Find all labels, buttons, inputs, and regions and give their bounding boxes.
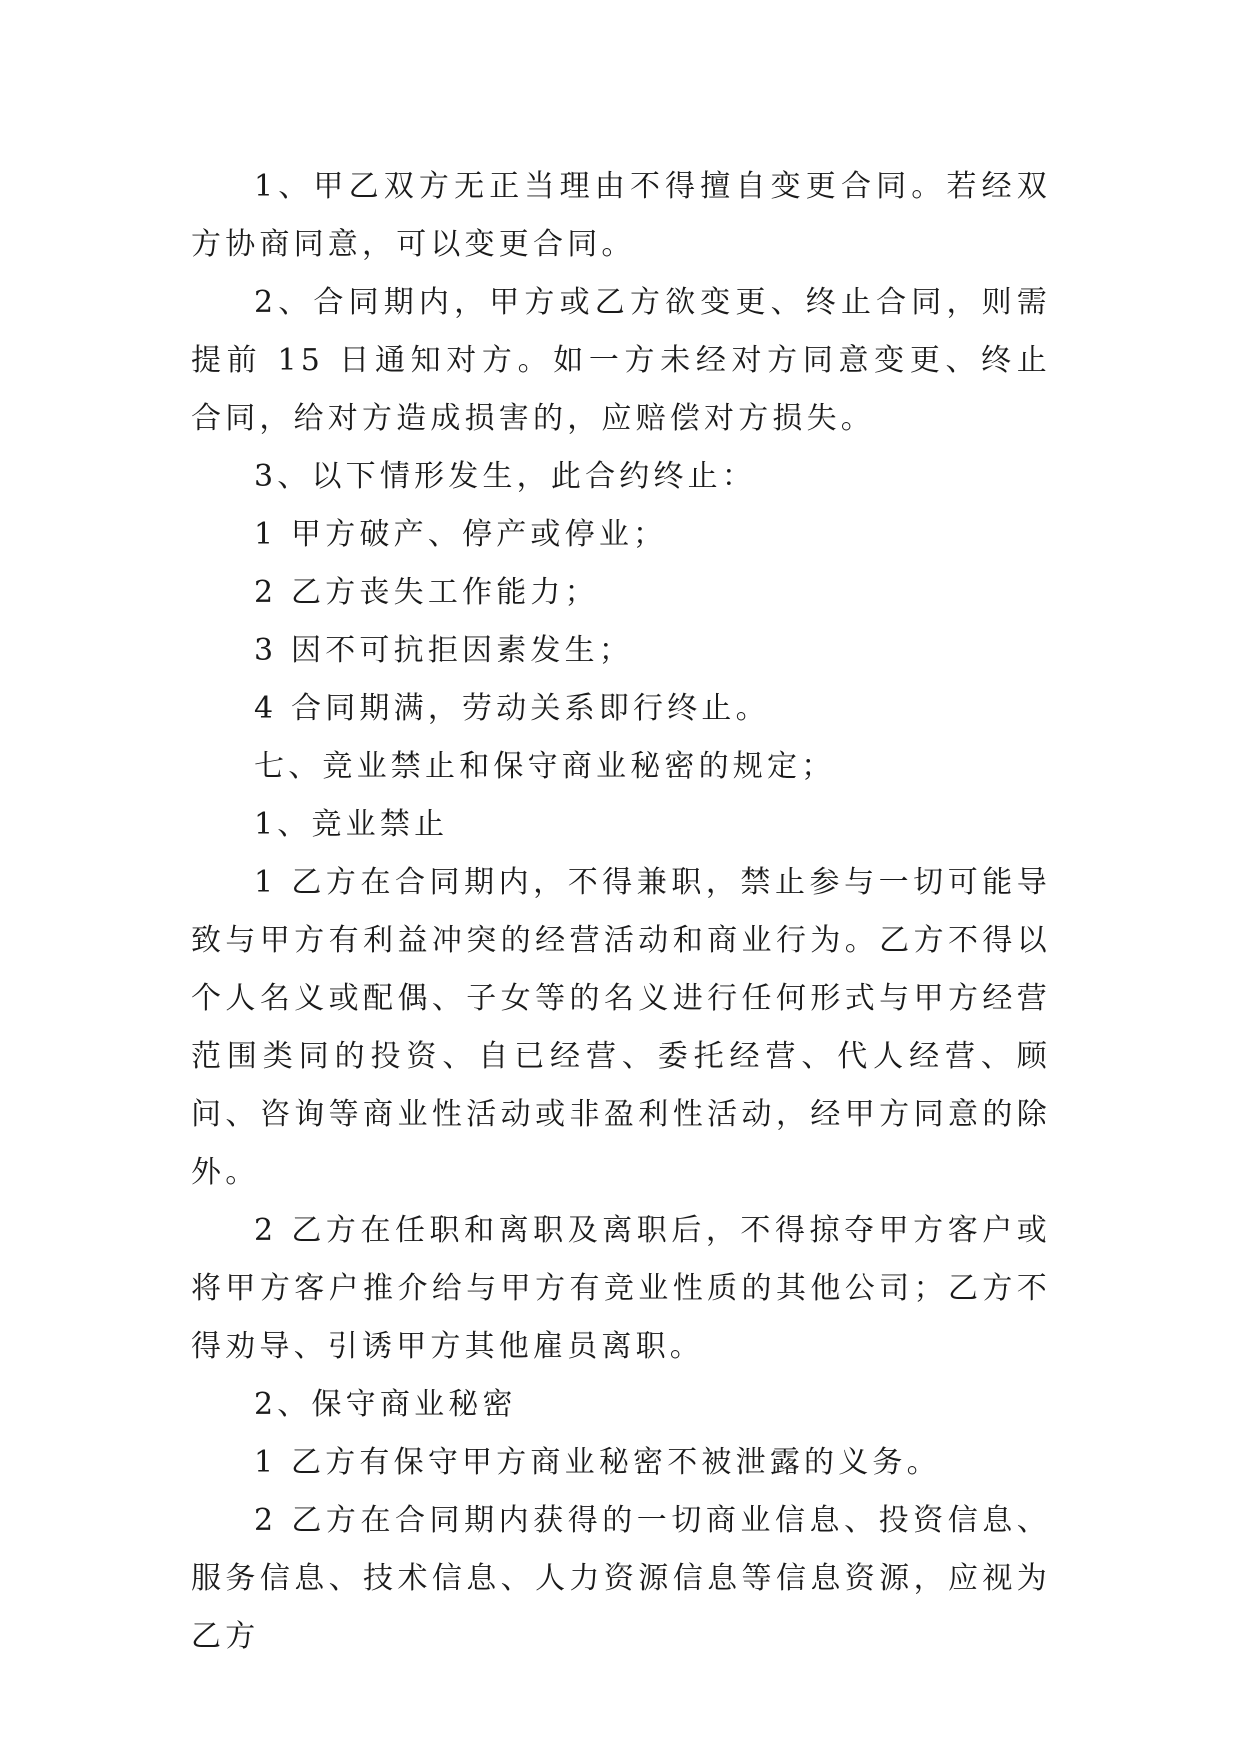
- subheading-non-compete: 1、竞业禁止: [254, 807, 449, 842]
- paragraph-change-contract: 1、甲乙双方无正当理由不得擅自变更合同。若经双方协商同意，可以变更合同。: [191, 169, 1051, 262]
- paragraph-no-poaching: 2 乙方在任职和离职及离职后，不得掠夺甲方客户或将甲方客户推介给与甲方有竞业性质的其他公司；乙方不得劝导、引诱甲方其他雇员离职。: [191, 1213, 1051, 1364]
- document-body: [191, 158, 1051, 1666]
- paragraph-information-resources: 2 乙方在合同期内获得的一切商业信息、投资信息、服务信息、技术信息、人力资源信息等信息资源，应视为乙方: [191, 1503, 1051, 1654]
- section-heading-non-compete: 七、竞业禁止和保守商业秘密的规定；: [254, 749, 836, 784]
- paragraph-confidentiality-duty: 1 乙方有保守甲方商业秘密不被泄露的义务。: [254, 1445, 941, 1480]
- paragraph-no-moonlighting: 1 乙方在合同期内，不得兼职，禁止参与一切可能导致与甲方有利益冲突的经营活动和商业行为。乙方不得以个人名义或配偶、子女等的名义进行任何形式与甲方经营范围类同的投资、自已经营、委托经营、代人经营、顾问、咨询等商业性活动或非盈利性活动，经甲方同意的除外。: [191, 865, 1051, 1190]
- paragraph-condition-incapacity: 2 乙方丧失工作能力；: [254, 575, 599, 610]
- paragraph-condition-force-majeure: 3 因不可抗拒因素发生；: [254, 633, 634, 668]
- paragraph-condition-expiry: 4 合同期满，劳动关系即行终止。: [254, 691, 770, 726]
- paragraph-condition-bankruptcy: 1 甲方破产、停产或停业；: [254, 517, 668, 552]
- paragraph-notice-period: 2、合同期内，甲方或乙方欲变更、终止合同，则需提前 15 日通知对方。如一方未经对方同意变更、终止合同，给对方造成损害的，应赔偿对方损失。: [191, 285, 1051, 436]
- paragraph-termination-conditions: 3、以下情形发生，此合约终止：: [254, 459, 757, 494]
- subheading-trade-secrets: 2、保守商业秘密: [254, 1387, 517, 1422]
